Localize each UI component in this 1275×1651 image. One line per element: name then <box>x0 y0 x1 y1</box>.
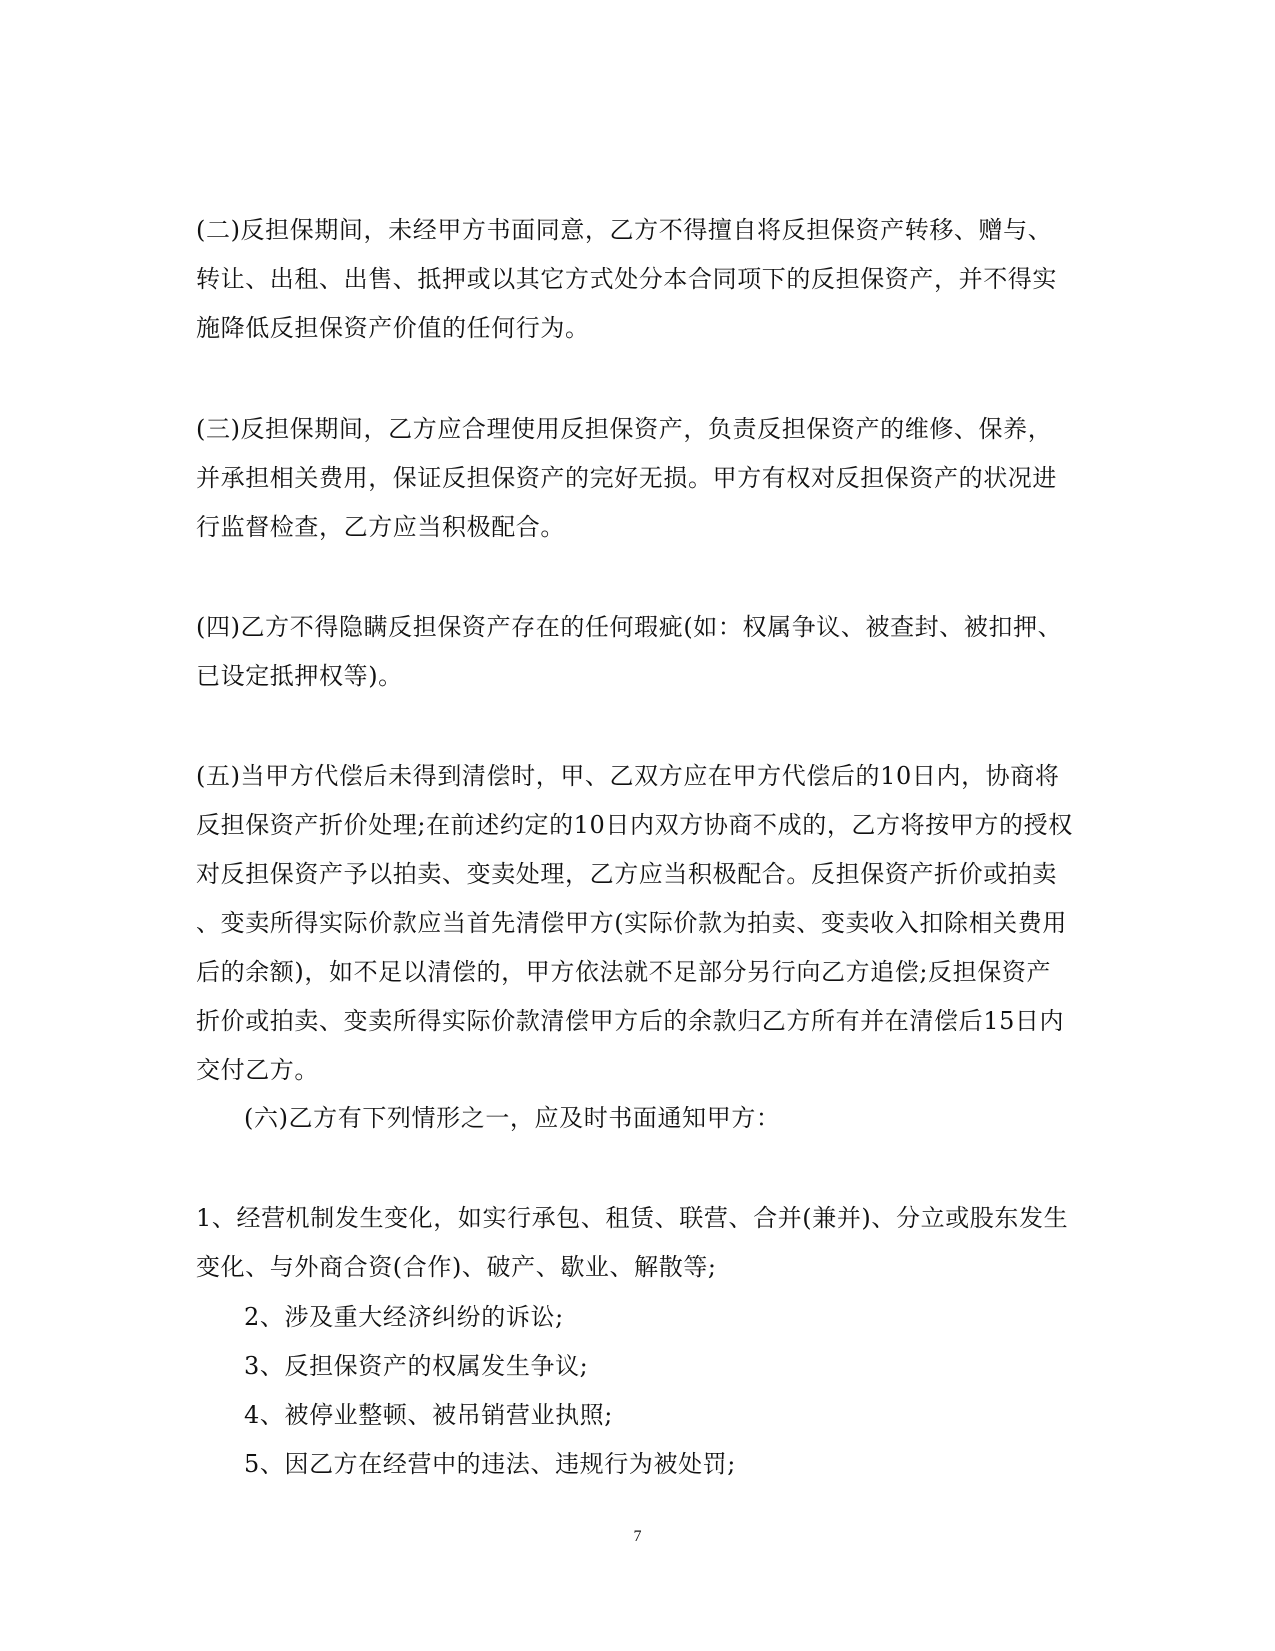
text-line: 后的余额)，如不足以清偿的，甲方依法就不足部分另行向乙方追偿;反担保资产 <box>196 958 1052 986</box>
text-line: 、变卖所得实际价款应当首先清偿甲方(实际价款为拍卖、变卖收入扣除相关费用 <box>196 909 1067 937</box>
paragraph-clause-2 <box>196 206 1086 353</box>
text-line: 变化、与外商合资(合作)、破产、歇业、解散等; <box>196 1253 717 1281</box>
paragraph-clause-4 <box>196 603 1086 701</box>
text-line: 交付乙方。 <box>196 1056 319 1084</box>
list-item-3: 3、反担保资产的权属发生争议; <box>244 1352 589 1380</box>
text-line: (二)反担保期间，未经甲方书面同意，乙方不得擅自将反担保资产转移、赠与、 <box>196 216 1053 244</box>
text-line: 转让、出租、出售、抵押或以其它方式处分本合同项下的反担保资产，并不得实 <box>196 265 1057 293</box>
list-item-2: 2、涉及重大经济纠纷的诉讼; <box>244 1303 564 1331</box>
text-line: 行监督检查，乙方应当积极配合。 <box>196 513 565 541</box>
list-item-4: 4、被停业整顿、被吊销营业执照; <box>244 1401 613 1429</box>
text-line: 并承担相关费用，保证反担保资产的完好无损。甲方有权对反担保资产的状况进 <box>196 464 1057 492</box>
text-line: 对反担保资产予以拍卖、变卖处理，乙方应当积极配合。反担保资产折价或拍卖 <box>196 860 1057 888</box>
paragraph-clause-5 <box>196 752 1086 1095</box>
text-line: 已设定抵押权等)。 <box>196 662 403 690</box>
list-item-1 <box>196 1194 1086 1292</box>
text-line: 施降低反担保资产价值的任何行为。 <box>196 314 590 342</box>
text-line: (三)反担保期间，乙方应合理使用反担保资产，负责反担保资产的维修、保养， <box>196 415 1053 443</box>
clause-6-heading: (六)乙方有下列情形之一，应及时书面通知甲方： <box>244 1104 781 1132</box>
text-line: 折价或拍卖、变卖所得实际价款清偿甲方后的余款归乙方所有并在清偿后15日内 <box>196 1007 1065 1035</box>
paragraph-clause-3 <box>196 405 1086 552</box>
text-line: (五)当甲方代偿后未得到清偿时，甲、乙双方应在甲方代偿后的10日内，协商将 <box>196 762 1060 790</box>
text-line: 反担保资产折价处理;在前述约定的10日内双方协商不成的，乙方将按甲方的授权 <box>196 811 1073 839</box>
page-number: 7 <box>633 1528 642 1545</box>
list-item-5: 5、因乙方在经营中的违法、违规行为被处罚; <box>244 1450 736 1478</box>
text-line: (四)乙方不得隐瞒反担保资产存在的任何瑕疵(如：权属争议、被查封、被扣押、 <box>196 613 1063 641</box>
text-line: 1、经营机制发生变化，如实行承包、租赁、联营、合并(兼并)、分立或股东发生 <box>196 1204 1069 1232</box>
